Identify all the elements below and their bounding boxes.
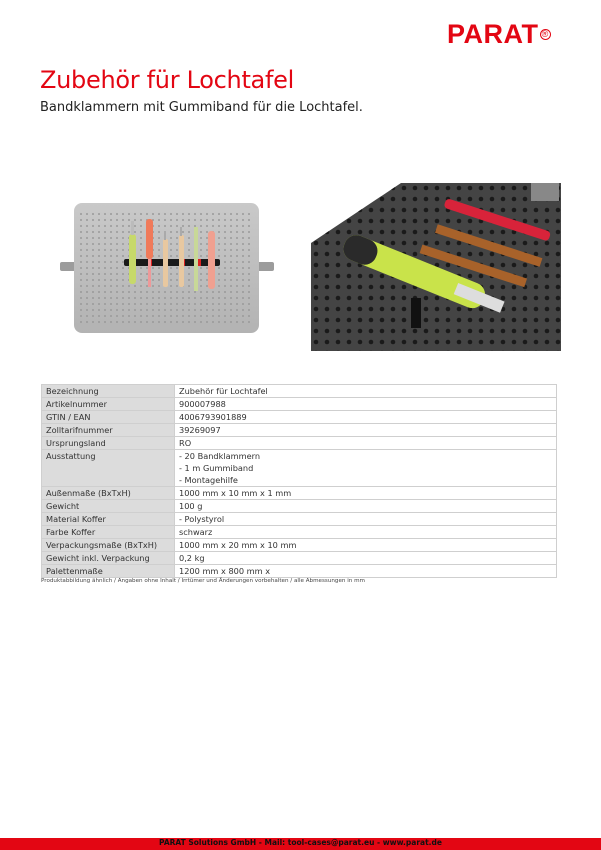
spec-value-line: RO (179, 438, 192, 448)
spec-key: Farbe Koffer (42, 526, 175, 539)
spec-value-line: - Polystyrol (179, 514, 225, 524)
spec-value (175, 411, 557, 424)
spec-row (42, 398, 557, 411)
spec-value-line: 100 g (179, 501, 203, 511)
footer-text: PARAT Solutions GmbH - Mail: tool-cases@parat.eu - www.parat.de (159, 838, 442, 847)
spec-value-line: 1000 mm x 20 mm x 10 mm (179, 540, 297, 550)
spec-key: Material Koffer (42, 513, 175, 526)
spec-key: GTIN / EAN (42, 411, 175, 424)
specification-table (41, 384, 557, 578)
spec-value (175, 565, 557, 578)
spec-key: Ausstattung (42, 450, 175, 487)
spec-value-line: - 20 Bandklammern (179, 451, 261, 461)
disclaimer-text: Produktabbildung ähnlich / Angaben ohne Inhalt / Irrtümer und Änderungen vorbehalten / alle Abmessungen in mm (41, 578, 366, 584)
parat-logo (447, 20, 551, 48)
spec-key: Gewicht inkl. Verpackung (42, 552, 175, 565)
product-image-pegboard (60, 199, 275, 336)
spec-row (42, 385, 557, 398)
spec-row (42, 424, 557, 437)
spec-key: Artikelnummer (42, 398, 175, 411)
spec-value-line: Zubehör für Lochtafel (179, 386, 268, 396)
spec-value (175, 385, 557, 398)
spec-row (42, 552, 557, 565)
spec-row (42, 411, 557, 424)
spec-row (42, 487, 557, 500)
spec-key: Bezeichnung (42, 385, 175, 398)
spec-row (42, 513, 557, 526)
registered-mark: ® (540, 29, 551, 40)
spec-key: Außenmaße (BxTxH) (42, 487, 175, 500)
spec-value (175, 552, 557, 565)
spec-row (42, 565, 557, 578)
spec-row (42, 450, 557, 487)
spec-value (175, 513, 557, 526)
spec-value (175, 526, 557, 539)
spec-value-line: 39269097 (179, 425, 221, 435)
spec-row (42, 526, 557, 539)
spec-value (175, 450, 557, 487)
spec-value-line: schwarz (179, 527, 213, 537)
spec-value-line: 4006793901889 (179, 412, 247, 422)
spec-value (175, 539, 557, 552)
spec-value-line: - Montagehilfe (179, 475, 238, 485)
spec-key: Ursprungsland (42, 437, 175, 450)
spec-key: Palettenmaße (42, 565, 175, 578)
spec-key: Gewicht (42, 500, 175, 513)
spec-value-line: - 1 m Gummiband (179, 463, 254, 473)
page-subtitle: Bandklammern mit Gummiband für die Lochtafel. (40, 100, 363, 115)
page-title: Zubehör für Lochtafel (40, 66, 294, 94)
spec-key: Verpackungsmaße (BxTxH) (42, 539, 175, 552)
spec-value (175, 487, 557, 500)
spec-key: Zolltarifnummer (42, 424, 175, 437)
spec-value (175, 500, 557, 513)
spec-value (175, 424, 557, 437)
spec-row (42, 437, 557, 450)
spec-value-line: 0,2 kg (179, 553, 205, 563)
spec-value-line: 900007988 (179, 399, 226, 409)
spec-value-line: 1000 mm x 10 mm x 1 mm (179, 488, 292, 498)
spec-row (42, 539, 557, 552)
product-image-detail (311, 183, 561, 351)
spec-value (175, 437, 557, 450)
spec-value-line: 1200 mm x 800 mm x (179, 566, 271, 576)
spec-value (175, 398, 557, 411)
logo-text: PARAT (447, 19, 539, 49)
spec-row (42, 500, 557, 513)
